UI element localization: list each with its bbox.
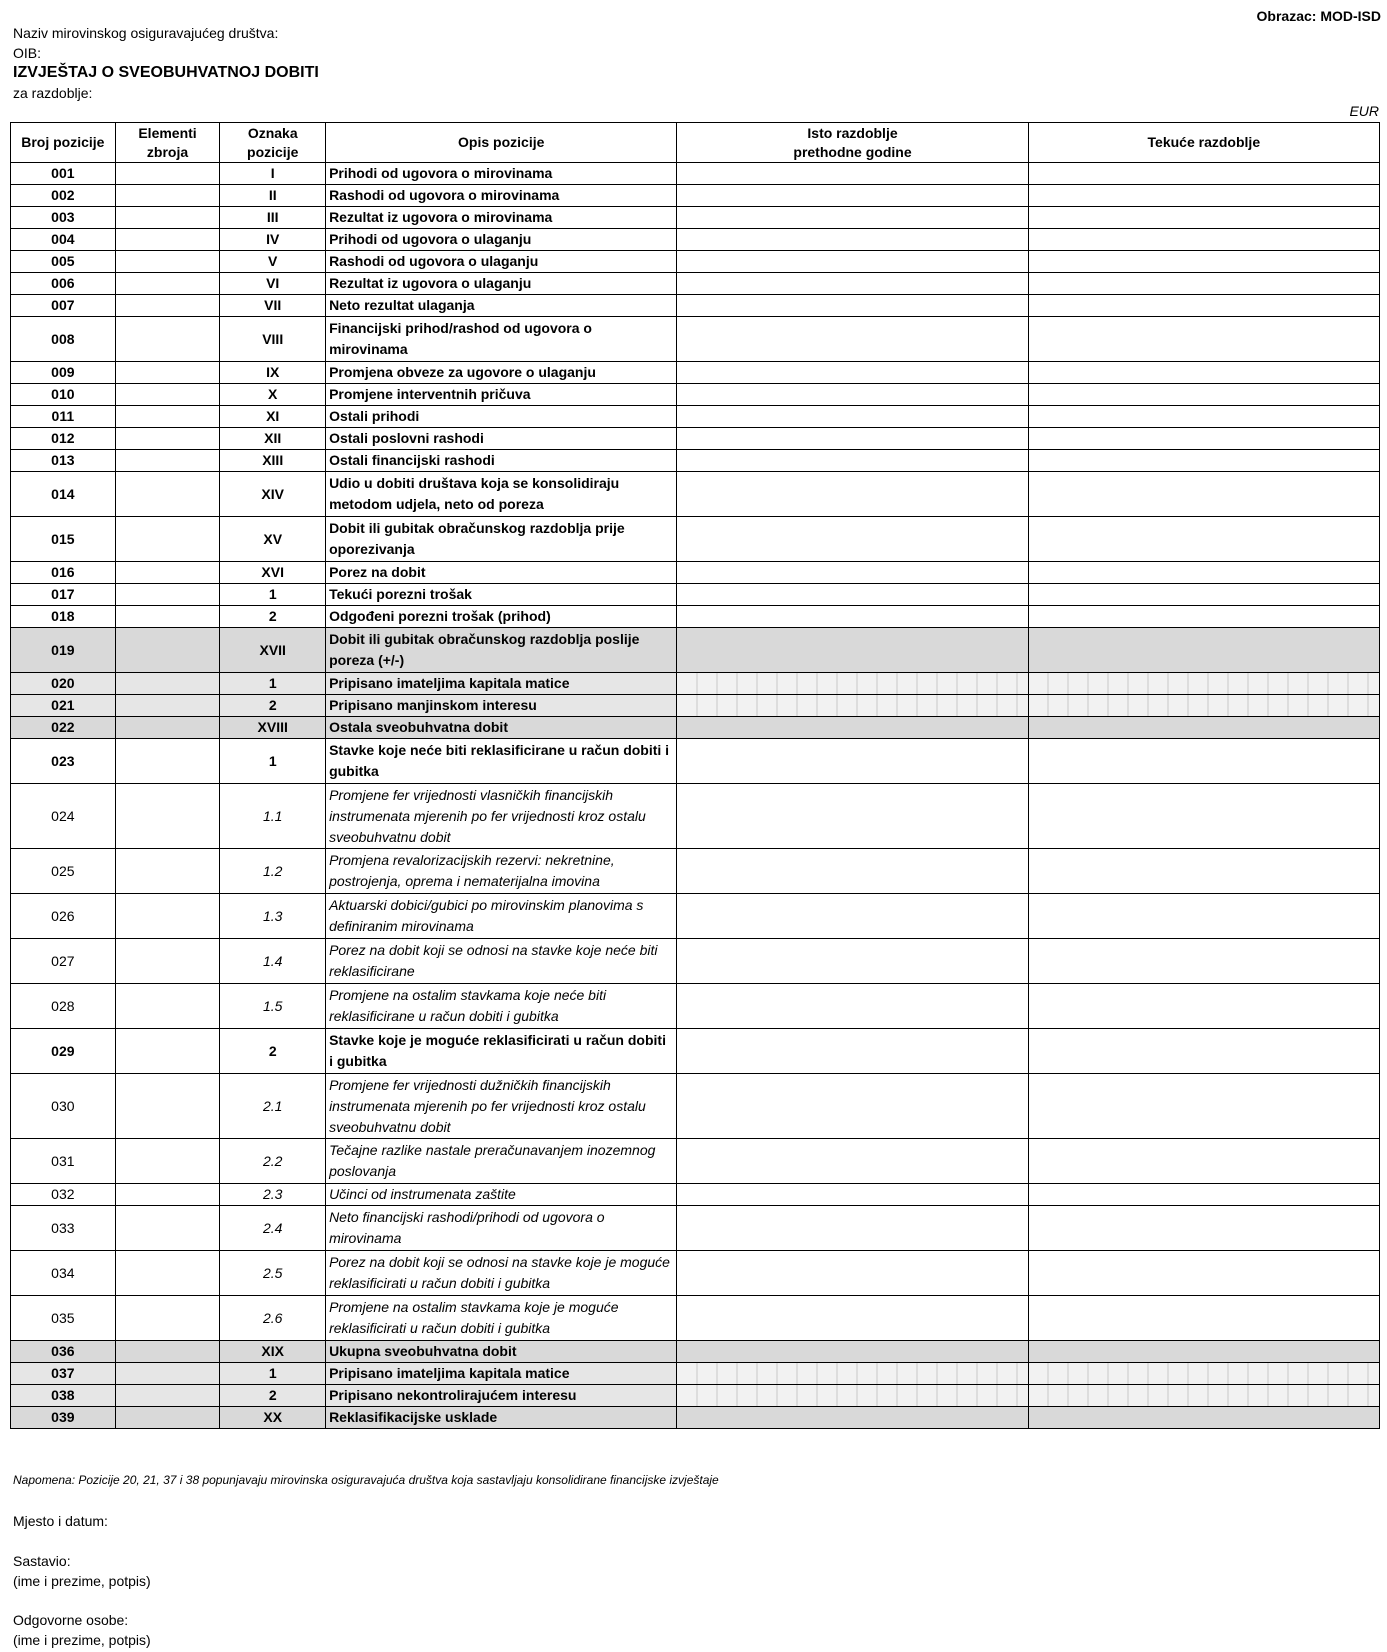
cell-position-desc: Prihodi od ugovora o mirovinama bbox=[326, 163, 677, 185]
cell-position-desc: Stavke koje je moguće reklasificirati u račun dobiti i gubitka bbox=[326, 1029, 677, 1074]
table-row bbox=[11, 428, 1380, 450]
table-row bbox=[11, 695, 1380, 717]
table-row bbox=[11, 739, 1380, 784]
cell-prev-period-value[interactable] bbox=[677, 273, 1028, 295]
cell-position-mark: VII bbox=[220, 295, 326, 317]
place-date-label: Mjesto i datum: bbox=[13, 1513, 108, 1529]
cell-prev-period-value[interactable] bbox=[677, 450, 1028, 472]
table-row bbox=[11, 450, 1380, 472]
cell-current-period-value[interactable] bbox=[1028, 406, 1379, 428]
cell-position-mark: XII bbox=[220, 428, 326, 450]
cell-sum-elements bbox=[115, 1029, 220, 1074]
cell-sum-elements bbox=[115, 1139, 220, 1184]
cell-position-desc: Pripisano imateljima kapitala matice bbox=[326, 673, 677, 695]
cell-position-mark: II bbox=[220, 185, 326, 207]
cell-prev-period-value[interactable] bbox=[677, 185, 1028, 207]
cell-sum-elements bbox=[115, 163, 220, 185]
table-row bbox=[11, 784, 1380, 849]
cell-current-period-value[interactable] bbox=[1028, 673, 1379, 695]
cell-position-mark: 1 bbox=[220, 584, 326, 606]
cell-position-desc: Rezultat iz ugovora o mirovinama bbox=[326, 207, 677, 229]
cell-sum-elements bbox=[115, 1206, 220, 1251]
cell-current-period-value[interactable] bbox=[1028, 1184, 1379, 1206]
table-row bbox=[11, 1296, 1380, 1341]
currency-label: EUR bbox=[1349, 103, 1379, 119]
cell-position-no: 001 bbox=[11, 163, 116, 185]
table-row bbox=[11, 584, 1380, 606]
cell-current-period-value[interactable] bbox=[1028, 739, 1379, 784]
cell-position-desc: Financijski prihod/rashod od ugovora o mirovinama bbox=[326, 317, 677, 362]
cell-position-mark: 1.1 bbox=[220, 784, 326, 849]
table-row bbox=[11, 185, 1380, 207]
cell-current-period-value[interactable] bbox=[1028, 1407, 1379, 1429]
table-row bbox=[11, 295, 1380, 317]
cell-prev-period-value[interactable] bbox=[677, 673, 1028, 695]
responsible-hint: (ime i prezime, potpis) bbox=[13, 1632, 151, 1648]
table-header-row bbox=[11, 123, 1380, 163]
cell-current-period-value[interactable] bbox=[1028, 1251, 1379, 1296]
cell-position-mark: 1.3 bbox=[220, 894, 326, 939]
cell-position-desc: Stavke koje neće biti reklasificirane u račun dobiti i gubitka bbox=[326, 739, 677, 784]
cell-sum-elements bbox=[115, 562, 220, 584]
cell-position-no: 016 bbox=[11, 562, 116, 584]
cell-current-period-value[interactable] bbox=[1028, 1363, 1379, 1385]
table-row bbox=[11, 229, 1380, 251]
cell-position-mark: XVI bbox=[220, 562, 326, 584]
cell-sum-elements bbox=[115, 1184, 220, 1206]
cell-position-mark: 2 bbox=[220, 606, 326, 628]
cell-position-no: 026 bbox=[11, 894, 116, 939]
cell-position-no: 017 bbox=[11, 584, 116, 606]
cell-current-period-value[interactable] bbox=[1028, 606, 1379, 628]
col-header-elements: Elementi zbroja bbox=[115, 123, 220, 163]
cell-position-mark: 2 bbox=[220, 1029, 326, 1074]
cell-position-no: 022 bbox=[11, 717, 116, 739]
cell-current-period-value[interactable] bbox=[1028, 849, 1379, 894]
cell-position-desc: Ostali poslovni rashodi bbox=[326, 428, 677, 450]
cell-sum-elements bbox=[115, 628, 220, 673]
table-row bbox=[11, 163, 1380, 185]
cell-position-mark: 2 bbox=[220, 1385, 326, 1407]
table-row bbox=[11, 472, 1380, 517]
cell-position-no: 038 bbox=[11, 1385, 116, 1407]
cell-current-period-value[interactable] bbox=[1028, 1139, 1379, 1184]
cell-prev-period-value[interactable] bbox=[677, 406, 1028, 428]
cell-current-period-value[interactable] bbox=[1028, 628, 1379, 673]
cell-position-mark: VIII bbox=[220, 317, 326, 362]
cell-prev-period-value[interactable] bbox=[677, 1029, 1028, 1074]
cell-position-mark: XVIII bbox=[220, 717, 326, 739]
cell-sum-elements bbox=[115, 406, 220, 428]
cell-current-period-value[interactable] bbox=[1028, 717, 1379, 739]
table-row bbox=[11, 1341, 1380, 1363]
cell-current-period-value[interactable] bbox=[1028, 251, 1379, 273]
cell-current-period-value[interactable] bbox=[1028, 1341, 1379, 1363]
table-row bbox=[11, 384, 1380, 406]
table-row bbox=[11, 673, 1380, 695]
table-row bbox=[11, 606, 1380, 628]
form-code: Obrazac: MOD-ISD bbox=[1256, 8, 1381, 24]
cell-prev-period-value[interactable] bbox=[677, 1341, 1028, 1363]
cell-sum-elements bbox=[115, 894, 220, 939]
cell-position-desc: Promjene fer vrijednosti vlasničkih financijskih instrumenata mjerenih po fer vrijednosti kroz ostalu sveobuhvatnu dobit bbox=[326, 784, 677, 849]
cell-prev-period-value[interactable] bbox=[677, 1296, 1028, 1341]
cell-position-mark: X bbox=[220, 384, 326, 406]
cell-prev-period-value[interactable] bbox=[677, 1407, 1028, 1429]
cell-sum-elements bbox=[115, 1074, 220, 1139]
responsible-label: Odgovorne osobe: bbox=[13, 1612, 129, 1628]
cell-position-mark: XV bbox=[220, 517, 326, 562]
cell-prev-period-value[interactable] bbox=[677, 562, 1028, 584]
cell-position-mark: 1 bbox=[220, 739, 326, 784]
cell-position-no: 008 bbox=[11, 317, 116, 362]
cell-position-mark: IV bbox=[220, 229, 326, 251]
cell-position-desc: Porez na dobit bbox=[326, 562, 677, 584]
cell-sum-elements bbox=[115, 362, 220, 384]
cell-position-mark: 2 bbox=[220, 695, 326, 717]
prepared-by-hint: (ime i prezime, potpis) bbox=[13, 1573, 151, 1589]
cell-position-mark: VI bbox=[220, 273, 326, 295]
col-header-current-period: Tekuće razdoblje bbox=[1028, 123, 1379, 163]
cell-sum-elements bbox=[115, 472, 220, 517]
cell-position-desc: Porez na dobit koji se odnosi na stavke koje je moguće reklasificirati u račun dobiti i gubitka bbox=[326, 1251, 677, 1296]
cell-position-desc: Ostala sveobuhvatna dobit bbox=[326, 717, 677, 739]
cell-position-mark: XIII bbox=[220, 450, 326, 472]
table-row bbox=[11, 562, 1380, 584]
cell-position-desc: Neto financijski rashodi/prihodi od ugovora o mirovinama bbox=[326, 1206, 677, 1251]
cell-current-period-value[interactable] bbox=[1028, 207, 1379, 229]
cell-current-period-value[interactable] bbox=[1028, 273, 1379, 295]
cell-current-period-value[interactable] bbox=[1028, 1296, 1379, 1341]
cell-position-no: 030 bbox=[11, 1074, 116, 1139]
cell-prev-period-value[interactable] bbox=[677, 1184, 1028, 1206]
cell-position-desc: Prihodi od ugovora o ulaganju bbox=[326, 229, 677, 251]
cell-position-desc: Rashodi od ugovora o mirovinama bbox=[326, 185, 677, 207]
cell-prev-period-value[interactable] bbox=[677, 517, 1028, 562]
cell-position-desc: Tečajne razlike nastale preračunavanjem inozemnog poslovanja bbox=[326, 1139, 677, 1184]
cell-position-desc: Promjena revalorizacijskih rezervi: nekretnine, postrojenja, oprema i nematerijalna imovina bbox=[326, 849, 677, 894]
cell-position-mark: III bbox=[220, 207, 326, 229]
cell-sum-elements bbox=[115, 1296, 220, 1341]
cell-prev-period-value[interactable] bbox=[677, 984, 1028, 1029]
cell-position-desc: Dobit ili gubitak obračunskog razdoblja prije oporezivanja bbox=[326, 517, 677, 562]
cell-prev-period-value[interactable] bbox=[677, 251, 1028, 273]
income-statement-table bbox=[10, 122, 1380, 1429]
cell-current-period-value[interactable] bbox=[1028, 428, 1379, 450]
cell-prev-period-value[interactable] bbox=[677, 1139, 1028, 1184]
table-row bbox=[11, 1139, 1380, 1184]
cell-sum-elements bbox=[115, 273, 220, 295]
cell-position-no: 009 bbox=[11, 362, 116, 384]
cell-prev-period-value[interactable] bbox=[677, 628, 1028, 673]
cell-prev-period-value[interactable] bbox=[677, 1074, 1028, 1139]
table-row bbox=[11, 1407, 1380, 1429]
table-row bbox=[11, 984, 1380, 1029]
cell-position-no: 027 bbox=[11, 939, 116, 984]
cell-sum-elements bbox=[115, 428, 220, 450]
cell-sum-elements bbox=[115, 984, 220, 1029]
cell-sum-elements bbox=[115, 1363, 220, 1385]
cell-sum-elements bbox=[115, 229, 220, 251]
cell-position-mark: 1 bbox=[220, 673, 326, 695]
table-row bbox=[11, 1029, 1380, 1074]
cell-position-desc: Tekući porezni trošak bbox=[326, 584, 677, 606]
cell-position-no: 032 bbox=[11, 1184, 116, 1206]
table-row bbox=[11, 207, 1380, 229]
cell-position-mark: 2.1 bbox=[220, 1074, 326, 1139]
cell-position-desc: Rezultat iz ugovora o ulaganju bbox=[326, 273, 677, 295]
cell-position-no: 028 bbox=[11, 984, 116, 1029]
cell-position-no: 011 bbox=[11, 406, 116, 428]
table-row bbox=[11, 1251, 1380, 1296]
cell-position-desc: Neto rezultat ulaganja bbox=[326, 295, 677, 317]
cell-prev-period-value[interactable] bbox=[677, 584, 1028, 606]
cell-prev-period-value[interactable] bbox=[677, 229, 1028, 251]
cell-position-no: 024 bbox=[11, 784, 116, 849]
cell-position-desc: Ukupna sveobuhvatna dobit bbox=[326, 1341, 677, 1363]
cell-sum-elements bbox=[115, 695, 220, 717]
cell-current-period-value[interactable] bbox=[1028, 584, 1379, 606]
cell-prev-period-value[interactable] bbox=[677, 384, 1028, 406]
cell-current-period-value[interactable] bbox=[1028, 695, 1379, 717]
cell-position-desc: Dobit ili gubitak obračunskog razdoblja poslije poreza (+/-) bbox=[326, 628, 677, 673]
cell-position-mark: 1.5 bbox=[220, 984, 326, 1029]
cell-position-no: 029 bbox=[11, 1029, 116, 1074]
cell-sum-elements bbox=[115, 739, 220, 784]
cell-position-no: 020 bbox=[11, 673, 116, 695]
col-header-no: Broj pozicije bbox=[11, 123, 116, 163]
cell-position-mark: XIV bbox=[220, 472, 326, 517]
cell-current-period-value[interactable] bbox=[1028, 517, 1379, 562]
cell-position-mark: 1.4 bbox=[220, 939, 326, 984]
col-header-mark: Oznaka pozicije bbox=[220, 123, 326, 163]
cell-sum-elements bbox=[115, 251, 220, 273]
cell-position-desc: Promjene na ostalim stavkama koje neće biti reklasificirane u račun dobiti i gubitka bbox=[326, 984, 677, 1029]
table-row bbox=[11, 894, 1380, 939]
cell-position-desc: Ostali financijski rashodi bbox=[326, 450, 677, 472]
cell-position-no: 015 bbox=[11, 517, 116, 562]
table-row bbox=[11, 1206, 1380, 1251]
table-row bbox=[11, 628, 1380, 673]
cell-position-no: 039 bbox=[11, 1407, 116, 1429]
cell-position-mark: XI bbox=[220, 406, 326, 428]
cell-prev-period-value[interactable] bbox=[677, 894, 1028, 939]
cell-position-desc: Promjena obveze za ugovore o ulaganju bbox=[326, 362, 677, 384]
cell-position-no: 037 bbox=[11, 1363, 116, 1385]
cell-sum-elements bbox=[115, 517, 220, 562]
cell-position-desc: Reklasifikacijske usklade bbox=[326, 1407, 677, 1429]
cell-position-no: 014 bbox=[11, 472, 116, 517]
cell-prev-period-value[interactable] bbox=[677, 1251, 1028, 1296]
cell-position-no: 003 bbox=[11, 207, 116, 229]
cell-sum-elements bbox=[115, 606, 220, 628]
cell-position-mark: XVII bbox=[220, 628, 326, 673]
cell-position-mark: 2.5 bbox=[220, 1251, 326, 1296]
cell-position-desc: Učinci od instrumenata zaštite bbox=[326, 1184, 677, 1206]
cell-prev-period-value[interactable] bbox=[677, 1385, 1028, 1407]
cell-position-no: 010 bbox=[11, 384, 116, 406]
cell-position-desc: Odgođeni porezni trošak (prihod) bbox=[326, 606, 677, 628]
cell-current-period-value[interactable] bbox=[1028, 384, 1379, 406]
cell-sum-elements bbox=[115, 185, 220, 207]
cell-current-period-value[interactable] bbox=[1028, 295, 1379, 317]
cell-current-period-value[interactable] bbox=[1028, 984, 1379, 1029]
cell-sum-elements bbox=[115, 673, 220, 695]
cell-position-no: 035 bbox=[11, 1296, 116, 1341]
cell-position-no: 002 bbox=[11, 185, 116, 207]
table-row bbox=[11, 717, 1380, 739]
cell-position-no: 007 bbox=[11, 295, 116, 317]
cell-position-mark: 1 bbox=[220, 1363, 326, 1385]
cell-current-period-value[interactable] bbox=[1028, 185, 1379, 207]
cell-position-desc: Pripisano nekontrolirajućem interesu bbox=[326, 1385, 677, 1407]
table-row bbox=[11, 273, 1380, 295]
table-row bbox=[11, 362, 1380, 384]
cell-sum-elements bbox=[115, 584, 220, 606]
prepared-by-label: Sastavio: bbox=[13, 1553, 71, 1569]
cell-prev-period-value[interactable] bbox=[677, 695, 1028, 717]
cell-current-period-value[interactable] bbox=[1028, 1206, 1379, 1251]
cell-prev-period-value[interactable] bbox=[677, 1363, 1028, 1385]
note: Napomena: Pozicije 20, 21, 37 i 38 popunjavaju mirovinska osiguravajuća društva koja sastavljaju konsolidirane financijske izvještaje bbox=[13, 1473, 719, 1487]
cell-prev-period-value[interactable] bbox=[677, 163, 1028, 185]
cell-position-mark: XX bbox=[220, 1407, 326, 1429]
table-row bbox=[11, 406, 1380, 428]
cell-position-mark: 1.2 bbox=[220, 849, 326, 894]
table-row bbox=[11, 1385, 1380, 1407]
cell-prev-period-value[interactable] bbox=[677, 606, 1028, 628]
cell-position-desc: Promjene fer vrijednosti dužničkih financijskih instrumenata mjerenih po fer vrijednosti kroz ostalu sveobuhvatnu dobit bbox=[326, 1074, 677, 1139]
cell-sum-elements bbox=[115, 849, 220, 894]
cell-sum-elements bbox=[115, 939, 220, 984]
cell-prev-period-value[interactable] bbox=[677, 295, 1028, 317]
table-row bbox=[11, 939, 1380, 984]
cell-position-no: 005 bbox=[11, 251, 116, 273]
cell-current-period-value[interactable] bbox=[1028, 163, 1379, 185]
cell-sum-elements bbox=[115, 317, 220, 362]
cell-sum-elements bbox=[115, 450, 220, 472]
col-header-desc: Opis pozicije bbox=[326, 123, 677, 163]
cell-position-no: 031 bbox=[11, 1139, 116, 1184]
cell-position-desc: Ostali prihodi bbox=[326, 406, 677, 428]
cell-position-no: 019 bbox=[11, 628, 116, 673]
cell-position-mark: 2.2 bbox=[220, 1139, 326, 1184]
cell-position-no: 004 bbox=[11, 229, 116, 251]
cell-prev-period-value[interactable] bbox=[677, 362, 1028, 384]
cell-position-desc: Pripisano imateljima kapitala matice bbox=[326, 1363, 677, 1385]
table-row bbox=[11, 517, 1380, 562]
cell-sum-elements bbox=[115, 1407, 220, 1429]
cell-position-mark: 2.6 bbox=[220, 1296, 326, 1341]
cell-position-desc: Udio u dobiti društava koja se konsolidiraju metodom udjela, neto od poreza bbox=[326, 472, 677, 517]
cell-prev-period-value[interactable] bbox=[677, 317, 1028, 362]
cell-current-period-value[interactable] bbox=[1028, 1385, 1379, 1407]
cell-position-mark: 2.3 bbox=[220, 1184, 326, 1206]
oib-label: OIB: bbox=[13, 45, 42, 61]
cell-sum-elements bbox=[115, 1251, 220, 1296]
cell-position-no: 018 bbox=[11, 606, 116, 628]
cell-position-mark: V bbox=[220, 251, 326, 273]
cell-position-desc: Promjene na ostalim stavkama koje je moguće reklasificirati u račun dobiti i gubitka bbox=[326, 1296, 677, 1341]
cell-position-no: 036 bbox=[11, 1341, 116, 1363]
cell-prev-period-value[interactable] bbox=[677, 472, 1028, 517]
cell-position-desc: Rashodi od ugovora o ulaganju bbox=[326, 251, 677, 273]
cell-position-no: 033 bbox=[11, 1206, 116, 1251]
cell-position-mark: XIX bbox=[220, 1341, 326, 1363]
cell-position-no: 012 bbox=[11, 428, 116, 450]
cell-prev-period-value[interactable] bbox=[677, 739, 1028, 784]
cell-sum-elements bbox=[115, 1341, 220, 1363]
cell-position-mark: IX bbox=[220, 362, 326, 384]
table-row bbox=[11, 251, 1380, 273]
cell-sum-elements bbox=[115, 384, 220, 406]
cell-position-mark: 2.4 bbox=[220, 1206, 326, 1251]
cell-position-desc: Promjene interventnih pričuva bbox=[326, 384, 677, 406]
cell-current-period-value[interactable] bbox=[1028, 1029, 1379, 1074]
period-label: za razdoblje: bbox=[13, 85, 93, 101]
cell-prev-period-value[interactable] bbox=[677, 207, 1028, 229]
cell-sum-elements bbox=[115, 784, 220, 849]
cell-current-period-value[interactable] bbox=[1028, 450, 1379, 472]
cell-current-period-value[interactable] bbox=[1028, 562, 1379, 584]
cell-position-desc: Aktuarski dobici/gubici po mirovinskim planovima s definiranim mirovinama bbox=[326, 894, 677, 939]
cell-current-period-value[interactable] bbox=[1028, 894, 1379, 939]
cell-current-period-value[interactable] bbox=[1028, 939, 1379, 984]
table-row bbox=[11, 1363, 1380, 1385]
cell-prev-period-value[interactable] bbox=[677, 849, 1028, 894]
cell-current-period-value[interactable] bbox=[1028, 1074, 1379, 1139]
cell-position-desc: Pripisano manjinskom interesu bbox=[326, 695, 677, 717]
table-row bbox=[11, 1184, 1380, 1206]
cell-sum-elements bbox=[115, 717, 220, 739]
cell-current-period-value[interactable] bbox=[1028, 472, 1379, 517]
cell-sum-elements bbox=[115, 295, 220, 317]
cell-position-no: 023 bbox=[11, 739, 116, 784]
report-title: IZVJEŠTAJ O SVEOBUHVATNOJ DOBITI bbox=[13, 64, 319, 81]
cell-sum-elements bbox=[115, 1385, 220, 1407]
cell-prev-period-value[interactable] bbox=[677, 428, 1028, 450]
col-header-prev-period: Isto razdoblje prethodne godine bbox=[677, 123, 1028, 163]
company-name-label: Naziv mirovinskog osiguravajućeg društva: bbox=[13, 25, 279, 41]
cell-prev-period-value[interactable] bbox=[677, 784, 1028, 849]
cell-current-period-value[interactable] bbox=[1028, 784, 1379, 849]
cell-position-no: 013 bbox=[11, 450, 116, 472]
cell-position-no: 006 bbox=[11, 273, 116, 295]
cell-current-period-value[interactable] bbox=[1028, 229, 1379, 251]
cell-current-period-value[interactable] bbox=[1028, 362, 1379, 384]
cell-position-no: 034 bbox=[11, 1251, 116, 1296]
cell-prev-period-value[interactable] bbox=[677, 939, 1028, 984]
cell-sum-elements bbox=[115, 207, 220, 229]
cell-current-period-value[interactable] bbox=[1028, 317, 1379, 362]
table-row bbox=[11, 849, 1380, 894]
cell-position-no: 025 bbox=[11, 849, 116, 894]
table-row bbox=[11, 1074, 1380, 1139]
cell-prev-period-value[interactable] bbox=[677, 1206, 1028, 1251]
cell-position-mark: I bbox=[220, 163, 326, 185]
table-row bbox=[11, 317, 1380, 362]
cell-position-no: 021 bbox=[11, 695, 116, 717]
cell-position-desc: Porez na dobit koji se odnosi na stavke koje neće biti reklasificirane bbox=[326, 939, 677, 984]
cell-prev-period-value[interactable] bbox=[677, 717, 1028, 739]
